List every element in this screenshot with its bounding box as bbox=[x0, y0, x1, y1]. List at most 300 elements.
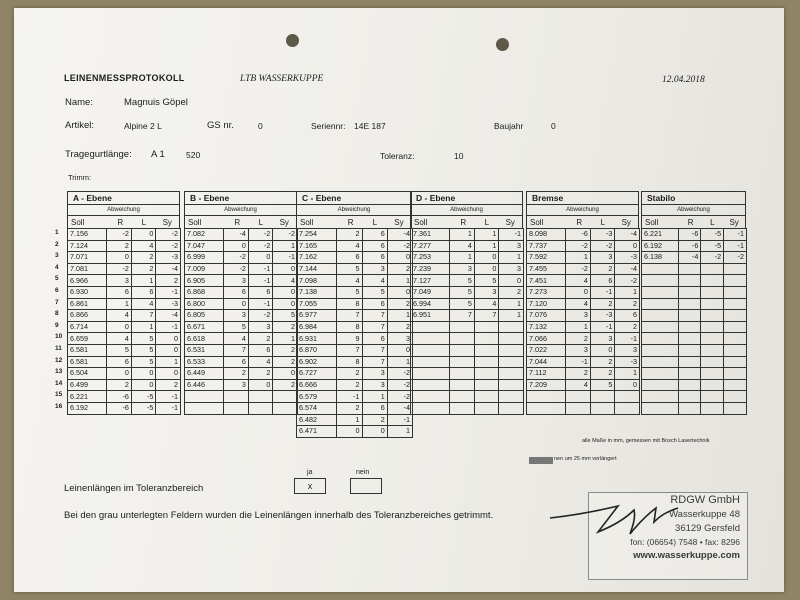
table-cell: -2 bbox=[590, 240, 615, 252]
table-cell: 1 bbox=[337, 414, 362, 426]
table-cell: 7.277 bbox=[411, 240, 450, 252]
table-cell: 6 bbox=[337, 252, 362, 264]
table-cell: 6 bbox=[362, 240, 387, 252]
table-cell bbox=[724, 333, 747, 345]
table-row bbox=[185, 368, 298, 380]
table-cell: 6.659 bbox=[68, 333, 107, 345]
table-cell bbox=[701, 391, 724, 403]
table-cell: 3 bbox=[387, 333, 412, 345]
table-row bbox=[185, 356, 298, 368]
artikel-label: Artikel: bbox=[65, 120, 95, 131]
row-number: 1 bbox=[55, 229, 59, 236]
table-cell: 2 bbox=[224, 368, 249, 380]
table-cell bbox=[615, 391, 640, 403]
table-cell: 3 bbox=[362, 368, 387, 380]
table-cell: 7.055 bbox=[297, 298, 337, 310]
table-cell: 1 bbox=[387, 356, 412, 368]
table-cell: 0 bbox=[107, 368, 132, 380]
table-cell: 3 bbox=[362, 263, 387, 275]
table-row bbox=[68, 229, 181, 241]
table-cell: 7.098 bbox=[297, 275, 337, 287]
table-cell bbox=[499, 321, 524, 333]
table-row bbox=[642, 252, 747, 264]
punch-hole-right bbox=[496, 38, 509, 51]
table-cell: 2 bbox=[387, 263, 412, 275]
table-cell bbox=[678, 344, 701, 356]
table-cell bbox=[273, 391, 298, 403]
table-cell: -1 bbox=[566, 356, 591, 368]
table-cell: 7.047 bbox=[185, 240, 224, 252]
table-cell: -2 bbox=[107, 229, 132, 241]
table-cell: -2 bbox=[248, 229, 273, 241]
table-cell: 6.531 bbox=[185, 344, 224, 356]
table-cell bbox=[642, 286, 679, 298]
table-row bbox=[297, 344, 413, 356]
table-row bbox=[297, 356, 413, 368]
table-cell bbox=[724, 286, 747, 298]
table-cell bbox=[411, 368, 450, 380]
table-cell: 0 bbox=[387, 252, 412, 264]
row-number: 4 bbox=[55, 263, 59, 271]
table-cell: 7 bbox=[337, 310, 362, 322]
name-label: Name: bbox=[65, 97, 93, 108]
table-cell: 5 bbox=[107, 344, 132, 356]
table-row bbox=[68, 263, 181, 275]
table-cell: 6.471 bbox=[297, 426, 337, 438]
column-header: R bbox=[347, 218, 354, 227]
table-cell: 6 bbox=[248, 344, 273, 356]
table-cell: 6.499 bbox=[68, 379, 107, 391]
table-row bbox=[642, 229, 747, 241]
table-cell: 1 bbox=[131, 275, 156, 287]
table-row bbox=[642, 391, 747, 403]
tragegurt-label: Tragegurtlänge: bbox=[65, 149, 132, 160]
table-cell: 6.221 bbox=[642, 229, 679, 241]
table-cell: 6.866 bbox=[68, 310, 107, 322]
column-header: Soll bbox=[530, 218, 544, 227]
table-cell: 3 bbox=[474, 286, 499, 298]
table-cell: 7.592 bbox=[527, 252, 566, 264]
table-cell: 0 bbox=[107, 321, 132, 333]
table-row bbox=[527, 321, 640, 333]
extended-note: nen um 25 mm verlängert bbox=[554, 456, 617, 462]
table-cell: 6 bbox=[362, 229, 387, 241]
table-cell: 7.165 bbox=[297, 240, 337, 252]
row-number: 11 bbox=[55, 345, 62, 352]
column-header: Sy bbox=[729, 218, 739, 227]
table-cell bbox=[642, 263, 679, 275]
table-cell: 7.009 bbox=[185, 263, 224, 275]
table-cell: 7.044 bbox=[527, 356, 566, 368]
table-cell: 5 bbox=[131, 356, 156, 368]
table-cell: 7 bbox=[362, 310, 387, 322]
table-cell bbox=[642, 275, 679, 287]
table-row bbox=[642, 368, 747, 380]
table-cell bbox=[701, 402, 724, 414]
table-row bbox=[68, 240, 181, 252]
table-cell: 7.112 bbox=[527, 368, 566, 380]
company-stamp bbox=[538, 488, 746, 580]
table-cell: -5 bbox=[701, 240, 724, 252]
table-cell: 3 bbox=[566, 310, 591, 322]
column-header: Sy bbox=[162, 218, 172, 227]
footer-note: Bei den grau unterlegten Feldern wurden die Leinenlängen innerhalb des Toleranzbereiches getrimmt. bbox=[64, 510, 494, 521]
table-cell: 3 bbox=[362, 379, 387, 391]
table-cell bbox=[411, 391, 450, 403]
column-header: Soll bbox=[71, 218, 85, 227]
table-cell: -3 bbox=[615, 356, 640, 368]
table-cell bbox=[642, 368, 679, 380]
table-cell bbox=[411, 356, 450, 368]
table-cell: 7.455 bbox=[527, 263, 566, 275]
table-cell: 7.076 bbox=[527, 310, 566, 322]
table-row bbox=[642, 379, 747, 391]
table-cell: 4 bbox=[450, 240, 475, 252]
table-cell: -1 bbox=[273, 252, 298, 264]
table-cell: -2 bbox=[387, 368, 412, 380]
table-row bbox=[185, 333, 298, 345]
column-header: L bbox=[600, 218, 606, 227]
table-cell: 1 bbox=[615, 368, 640, 380]
table-cell bbox=[724, 263, 747, 275]
table-cell: 1 bbox=[387, 426, 412, 438]
column-header: R bbox=[687, 218, 694, 227]
table-cell bbox=[678, 286, 701, 298]
table-cell: 1 bbox=[566, 321, 591, 333]
table-cell: 6.727 bbox=[297, 368, 337, 380]
table-cell: 7 bbox=[450, 310, 475, 322]
table-cell: 4 bbox=[337, 275, 362, 287]
table-cell: -1 bbox=[156, 286, 181, 298]
table-cell: -2 bbox=[387, 391, 412, 403]
table-cell: 5 bbox=[224, 321, 249, 333]
table-cell: 6.861 bbox=[68, 298, 107, 310]
table-cell: 7 bbox=[362, 344, 387, 356]
table-cell bbox=[411, 321, 450, 333]
table-cell: -5 bbox=[131, 391, 156, 403]
table-cell: 0 bbox=[107, 252, 132, 264]
table-cell: 3 bbox=[224, 310, 249, 322]
table-cell: 2 bbox=[273, 321, 298, 333]
table-cell: -2 bbox=[273, 229, 298, 241]
table-cell: -6 bbox=[678, 229, 701, 241]
table-cell: 0 bbox=[474, 252, 499, 264]
table-cell bbox=[474, 391, 499, 403]
table-cell: 6.138 bbox=[642, 252, 679, 264]
table-cell: -2 bbox=[156, 229, 181, 241]
table-cell: -1 bbox=[156, 391, 181, 403]
table-row bbox=[642, 275, 747, 287]
table-cell: 1 bbox=[387, 310, 412, 322]
table-cell bbox=[474, 356, 499, 368]
table-cell: -6 bbox=[678, 240, 701, 252]
table-cell: 6.930 bbox=[68, 286, 107, 298]
table-row bbox=[411, 298, 524, 310]
table-row bbox=[411, 379, 524, 391]
table-cell bbox=[701, 298, 724, 310]
table-cell bbox=[450, 402, 475, 414]
table-cell: 7.127 bbox=[411, 275, 450, 287]
table-cell: 6 bbox=[107, 356, 132, 368]
table-cell: 7.138 bbox=[297, 286, 337, 298]
table-cell: -2 bbox=[387, 379, 412, 391]
document-title: LEINENMESSPROTOKOLL bbox=[64, 73, 185, 83]
table-cell: -2 bbox=[615, 275, 640, 287]
table-cell bbox=[678, 356, 701, 368]
ja-label: ja bbox=[307, 469, 313, 476]
table-row bbox=[411, 391, 524, 403]
table-row bbox=[68, 333, 181, 345]
table-cell: 7.209 bbox=[527, 379, 566, 391]
row-number: 5 bbox=[55, 275, 59, 283]
block-subheader: Abweichung bbox=[184, 204, 297, 215]
table-cell: 1 bbox=[450, 252, 475, 264]
table-cell bbox=[411, 333, 450, 345]
table-row bbox=[527, 333, 640, 345]
table-cell bbox=[701, 333, 724, 345]
table-row bbox=[527, 298, 640, 310]
table-cell: 6.581 bbox=[68, 356, 107, 368]
table-cell: -2 bbox=[156, 240, 181, 252]
table-cell bbox=[642, 356, 679, 368]
table-cell: -2 bbox=[107, 263, 132, 275]
table-row bbox=[642, 240, 747, 252]
table-cell: 6 bbox=[107, 286, 132, 298]
trimm-label: Trimm: bbox=[68, 173, 92, 182]
table-row bbox=[642, 263, 747, 275]
table-cell: 6.714 bbox=[68, 321, 107, 333]
table-cell: -2 bbox=[248, 240, 273, 252]
table-cell: 0 bbox=[248, 252, 273, 264]
table-cell bbox=[450, 344, 475, 356]
table-cell bbox=[678, 298, 701, 310]
table-cell: 7.144 bbox=[297, 263, 337, 275]
table-row bbox=[642, 286, 747, 298]
table-row bbox=[185, 379, 298, 391]
measurement-note: alle Maße in mm, gemessen mit Bosch Lasertechnik bbox=[582, 438, 710, 444]
table-cell: -1 bbox=[248, 275, 273, 287]
table-cell: -4 bbox=[156, 310, 181, 322]
table-cell: -1 bbox=[724, 240, 747, 252]
table-cell bbox=[701, 263, 724, 275]
table-cell: 6 bbox=[248, 286, 273, 298]
table-cell bbox=[701, 368, 724, 380]
table-cell bbox=[701, 310, 724, 322]
table-cell bbox=[527, 402, 566, 414]
table-row bbox=[642, 344, 747, 356]
table-row bbox=[185, 286, 298, 298]
serien-value: 14E 187 bbox=[354, 121, 386, 131]
column-header: L bbox=[710, 218, 715, 227]
table-cell: 7 bbox=[362, 356, 387, 368]
row-number: 8 bbox=[55, 310, 59, 318]
table-row bbox=[297, 321, 413, 333]
toleranz-label: Toleranz: bbox=[380, 151, 415, 161]
table-cell bbox=[701, 321, 724, 333]
table-cell: -4 bbox=[387, 229, 412, 241]
table-row bbox=[642, 310, 747, 322]
table-cell: 7.132 bbox=[527, 321, 566, 333]
table-row bbox=[297, 240, 413, 252]
table-cell: 3 bbox=[450, 263, 475, 275]
table-cell: 8 bbox=[337, 321, 362, 333]
table-cell: 1 bbox=[499, 252, 524, 264]
table-cell: -1 bbox=[337, 391, 362, 403]
table-cell bbox=[450, 333, 475, 345]
table-cell bbox=[642, 344, 679, 356]
table-cell bbox=[724, 379, 747, 391]
table-cell: 4 bbox=[337, 240, 362, 252]
nein-checkbox[interactable] bbox=[350, 478, 382, 494]
table-row bbox=[68, 356, 181, 368]
table-cell: 2 bbox=[248, 333, 273, 345]
table-cell bbox=[678, 402, 701, 414]
table-cell bbox=[474, 333, 499, 345]
table-cell: 6.581 bbox=[68, 344, 107, 356]
table-cell bbox=[724, 368, 747, 380]
table-row bbox=[527, 240, 640, 252]
table-cell: 4 bbox=[566, 379, 591, 391]
table-cell bbox=[499, 402, 524, 414]
table-cell bbox=[642, 379, 679, 391]
row-number: 2 bbox=[55, 240, 59, 248]
table-row bbox=[411, 368, 524, 380]
table-cell: 6.931 bbox=[297, 333, 337, 345]
table-row bbox=[411, 229, 524, 241]
block-title: B - Ebene bbox=[184, 191, 297, 204]
table-cell: 4 bbox=[107, 333, 132, 345]
column-header: R bbox=[117, 218, 124, 227]
table-row bbox=[68, 275, 181, 287]
row-number: 14 bbox=[55, 379, 63, 387]
table-cell: 7.081 bbox=[68, 263, 107, 275]
table-cell: -4 bbox=[615, 229, 640, 241]
table-cell: 6.994 bbox=[411, 298, 450, 310]
table-cell bbox=[615, 402, 640, 414]
table-cell: 7.254 bbox=[297, 229, 337, 241]
table-cell: 2 bbox=[362, 414, 387, 426]
table-cell: 4 bbox=[248, 356, 273, 368]
column-header: Sy bbox=[621, 218, 631, 227]
table-cell bbox=[273, 402, 298, 414]
table-cell: 1 bbox=[273, 240, 298, 252]
table-cell: -6 bbox=[107, 402, 132, 414]
table-cell bbox=[724, 402, 747, 414]
table-row bbox=[185, 252, 298, 264]
table-cell: 0 bbox=[131, 368, 156, 380]
table-cell bbox=[724, 391, 747, 403]
row-number: 15 bbox=[55, 391, 63, 399]
table-row bbox=[527, 344, 640, 356]
table-row bbox=[527, 379, 640, 391]
table-cell: -1 bbox=[590, 286, 615, 298]
table-cell bbox=[701, 344, 724, 356]
column-header: R bbox=[460, 218, 467, 227]
table-row bbox=[642, 402, 747, 414]
table-cell: 9 bbox=[337, 333, 362, 345]
table-row bbox=[642, 321, 747, 333]
table-cell: -2 bbox=[224, 263, 249, 275]
table-cell bbox=[566, 402, 591, 414]
block-title: C - Ebene bbox=[296, 191, 412, 204]
table-cell: 4 bbox=[107, 310, 132, 322]
table-cell: 0 bbox=[273, 298, 298, 310]
table-cell: 6.574 bbox=[297, 402, 337, 414]
block-column-headers bbox=[410, 215, 523, 228]
table-row bbox=[527, 286, 640, 298]
table-cell: 5 bbox=[450, 286, 475, 298]
block-title: D - Ebene bbox=[410, 191, 523, 204]
table-cell: 1 bbox=[474, 229, 499, 241]
table-cell: 2 bbox=[337, 402, 362, 414]
table-cell: 7 bbox=[131, 310, 156, 322]
column-header: L bbox=[141, 218, 147, 227]
table-cell: 2 bbox=[590, 263, 615, 275]
table-cell: 4 bbox=[362, 275, 387, 287]
column-header: Soll bbox=[300, 218, 314, 227]
table-cell: 8 bbox=[337, 356, 362, 368]
table-cell: 7.156 bbox=[68, 229, 107, 241]
table-cell: 7 bbox=[337, 344, 362, 356]
table-cell: 6.579 bbox=[297, 391, 337, 403]
table-cell bbox=[499, 333, 524, 345]
table-cell: 0 bbox=[273, 368, 298, 380]
table-cell: -2 bbox=[566, 263, 591, 275]
table-row bbox=[68, 391, 181, 403]
table-cell: 0 bbox=[615, 379, 640, 391]
ja-checkbox[interactable]: x bbox=[294, 478, 326, 494]
table-cell bbox=[224, 402, 249, 414]
table-cell: 3 bbox=[590, 252, 615, 264]
table-cell: 7 bbox=[362, 321, 387, 333]
table-cell: 6.221 bbox=[68, 391, 107, 403]
stamp-web: www.wasserkuppe.com bbox=[633, 550, 740, 561]
table-row bbox=[297, 310, 413, 322]
table-cell bbox=[642, 321, 679, 333]
grey-legend-swatch bbox=[529, 457, 553, 464]
table-cell: 5 bbox=[131, 344, 156, 356]
table-cell: -2 bbox=[248, 310, 273, 322]
table-row bbox=[297, 275, 413, 287]
table-row bbox=[527, 391, 640, 403]
table-row bbox=[411, 252, 524, 264]
table-cell: 5 bbox=[273, 310, 298, 322]
column-header: Soll bbox=[645, 218, 659, 227]
table-cell: 4 bbox=[474, 298, 499, 310]
table-cell: 6.533 bbox=[185, 356, 224, 368]
table-cell: 0 bbox=[273, 263, 298, 275]
table-cell: 6 bbox=[131, 286, 156, 298]
table-cell: 5 bbox=[362, 286, 387, 298]
gs-label: GS nr. bbox=[207, 120, 234, 131]
table-cell: -5 bbox=[131, 402, 156, 414]
table-cell: 0 bbox=[362, 426, 387, 438]
table-cell: 0 bbox=[615, 240, 640, 252]
table-cell: -1 bbox=[590, 321, 615, 333]
table-cell bbox=[642, 402, 679, 414]
table-cell bbox=[224, 391, 249, 403]
column-header: Sy bbox=[394, 218, 404, 227]
table-cell: 6.666 bbox=[297, 379, 337, 391]
tragegurt-riser: A 1 bbox=[151, 149, 165, 160]
table-cell: -1 bbox=[156, 402, 181, 414]
table-cell: 2 bbox=[590, 368, 615, 380]
table-cell: 2 bbox=[273, 379, 298, 391]
table-cell: 2 bbox=[156, 379, 181, 391]
table-cell bbox=[248, 402, 273, 414]
table-cell bbox=[411, 402, 450, 414]
table-cell: 7.120 bbox=[527, 298, 566, 310]
